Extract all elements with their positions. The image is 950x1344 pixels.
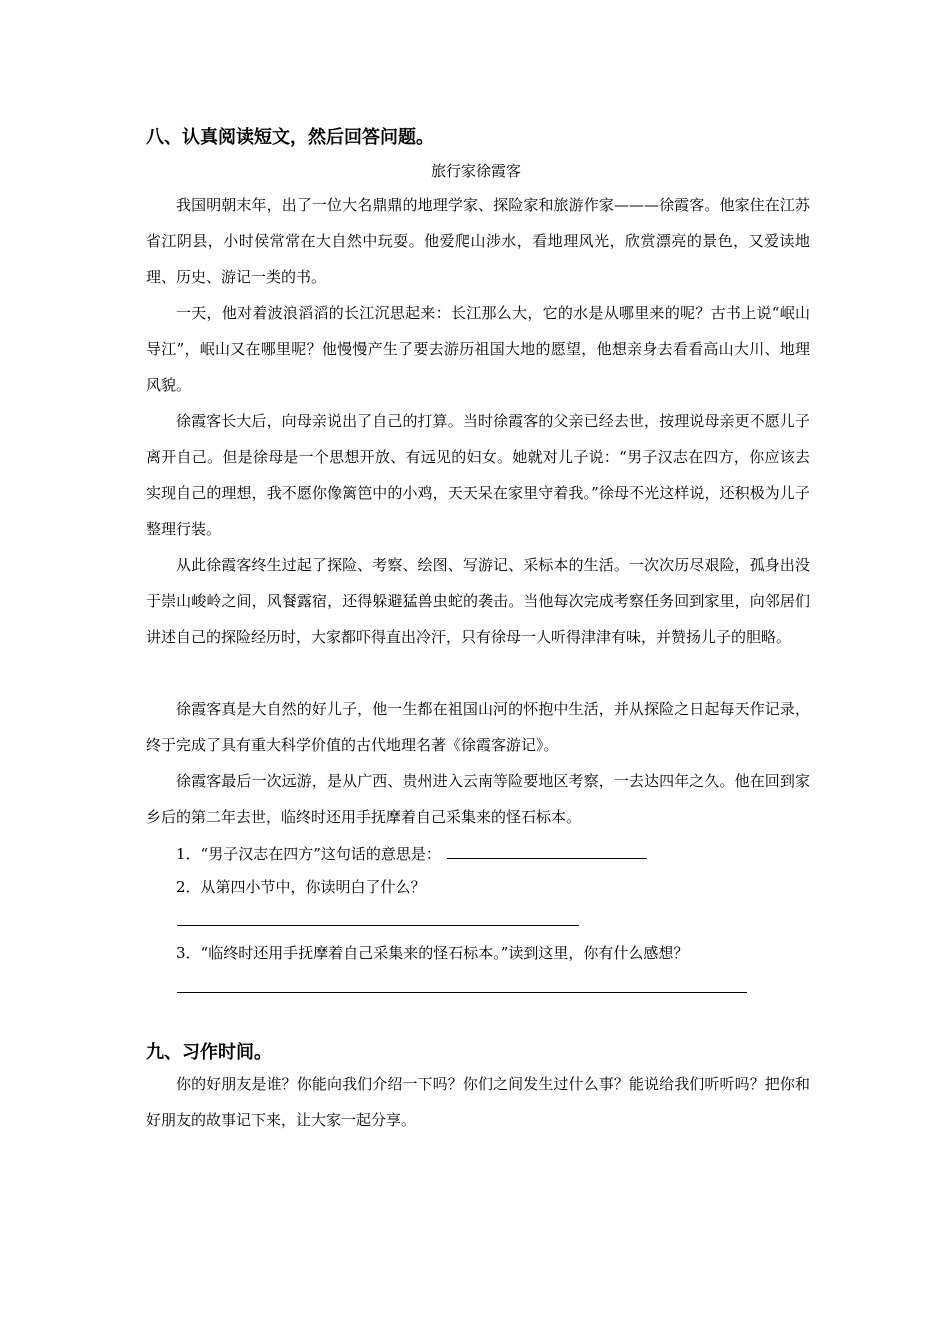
question-3: 3．“临终时还用手抚摩着自己采集来的怪石标本。”读到这里，你有什么感想？: [176, 944, 689, 962]
question-1-text: 1．“男子汉志在四方”这句话的意思是：: [176, 845, 441, 863]
article-paragraph-3: 徐霞客长大后，向母亲说出了自己的打算。当时徐霞客的父亲已经去世，按理说母亲更不愿儿子离开自己。但是徐母是一个思想开放、有远见的妇女。她就对儿子说：“男子汉志在四方，你应该去实现自己的理想，我不愿你像篱笆中的小鸡，天天呆在家里守着我。”徐母不光这样说，还积极为儿子整理行装。: [146, 412, 810, 538]
article-paragraph-6: 徐霞客最后一次远游，是从广西、贵州进入云南等险要地区考察，一去达四年之久。他在回到家乡后的第二年去世，临终时还用手抚摩着自己采集来的怪石标本。: [146, 772, 810, 826]
article-paragraph-1: 我国明朝末年，出了一位大名鼎鼎的地理学家、探险家和旅游作家———徐霞客。他家住在江苏省江阴县，小时侯常常在大自然中玩耍。他爱爬山涉水，看地理风光，欣赏漂亮的景色，又爱读地理、历史、游记一类的书。: [146, 196, 810, 286]
answer-3-blank[interactable]: [177, 992, 747, 993]
article-title: 旅行家徐霞客: [430, 162, 521, 180]
answer-1-blank[interactable]: [447, 842, 647, 859]
answer-2-blank[interactable]: [177, 925, 579, 926]
section-8-heading: 八、认真阅读短文，然后回答问题。: [146, 127, 434, 148]
article-paragraph-4: 从此徐霞客终生过起了探险、考察、绘图、写游记、采标本的生活。一次次历尽艰险，孤身出没于崇山峻岭之间，风餐露宿，还得躲避猛兽虫蛇的袭击。当他每次完成考察任务回到家里，向邻居们讲述自己的探险经历时，大家都吓得直出冷汗，只有徐母一人听得津津有味，并赞扬儿子的胆略。: [146, 556, 810, 646]
article-paragraph-2: 一天，他对着波浪滔滔的长江沉思起来：长江那么大，它的水是从哪里来的呢？古书上说“岷山导江”，岷山又在哪里呢？他慢慢产生了要去游历祖国大地的愿望，他想亲身去看看高山大川、地理风貌。: [146, 304, 810, 394]
article-paragraph-5: 徐霞客真是大自然的好儿子，他一生都在祖国山河的怀抱中生活，并从探险之日起每天作记录，终于完成了具有重大科学价值的古代地理名著《徐霞客游记》。: [146, 700, 810, 754]
writing-prompt: 你的好朋友是谁？你能向我们介绍一下吗？你们之间发生过什么事？能说给我们听听吗？把你和好朋友的故事记下来，让大家一起分享。: [146, 1075, 810, 1129]
question-2: 2．从第四小节中，你读明白了什么？: [176, 878, 426, 896]
section-9-heading: 九、习作时间。: [146, 1042, 272, 1063]
question-1: [176, 842, 647, 865]
